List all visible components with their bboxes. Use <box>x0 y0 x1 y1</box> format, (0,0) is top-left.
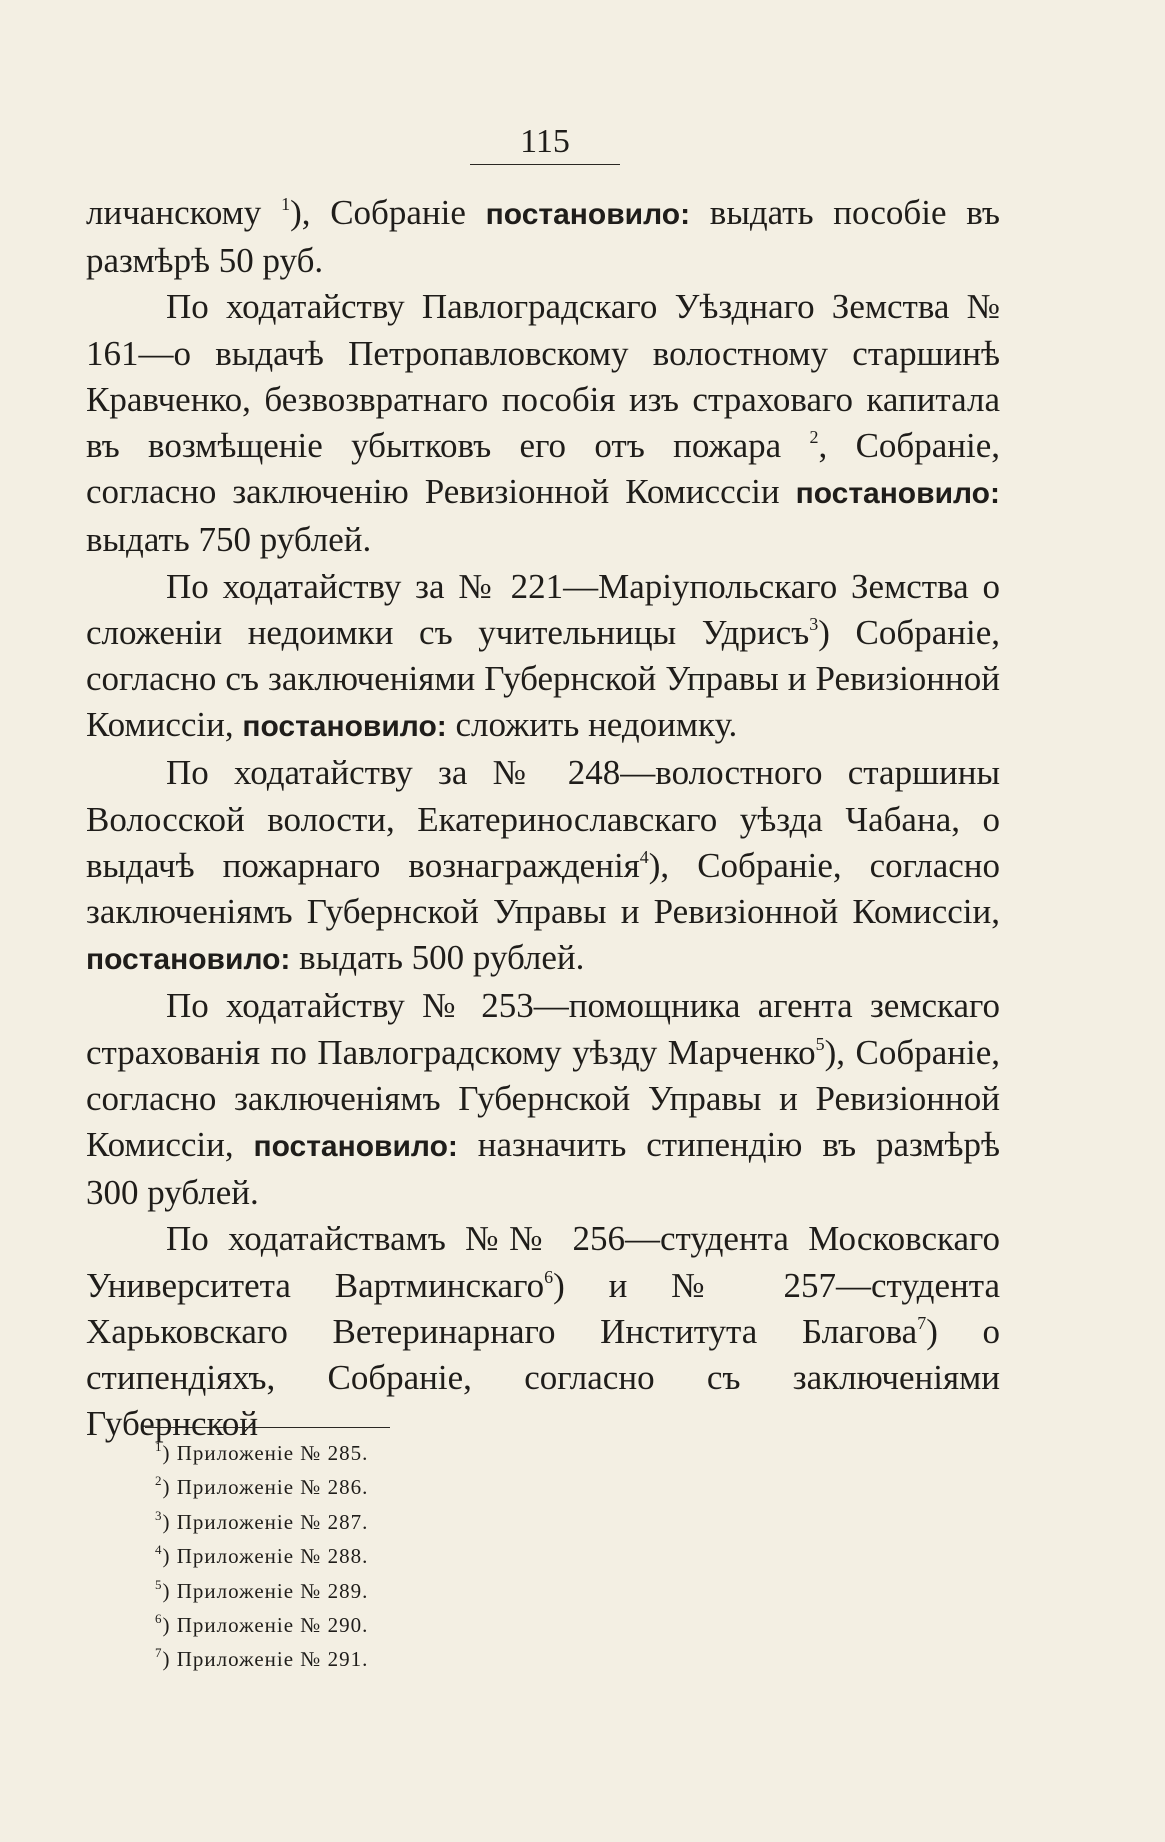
paragraph-text: ), Собраніе <box>290 193 486 232</box>
footnote-item <box>155 1574 755 1608</box>
footnote-mark: 5 <box>155 1576 163 1592</box>
body-text <box>86 190 1000 1447</box>
footnote-item <box>155 1436 755 1470</box>
page-number: 115 <box>520 123 570 160</box>
paragraph-text: сложить недоимку. <box>446 705 738 745</box>
paragraph-text: ) и № 257—студента Харьковскаго Ветеринарнаго Института Благова <box>86 1265 1000 1351</box>
footnote-reference: 7 <box>917 1312 927 1333</box>
footnote-text: ) Приложеніе № 286. <box>162 1475 369 1500</box>
footnote-item <box>155 1505 755 1539</box>
paragraph-text: По ходатайству за № 221—Маріупольскаго Земства о сложеніи недоимки съ учительницы Удрисъ <box>86 566 1000 652</box>
paragraph-text: личанскому <box>86 193 282 232</box>
resolution-keyword: постановило: <box>242 710 447 744</box>
footnote-item <box>155 1642 755 1676</box>
footnote-mark: 1 <box>155 1439 163 1454</box>
paragraph-text: По ходатайству Павлоградскаго Уѣзднаго Земства № 161—о выдачѣ Петропавловскому волостному старшинѣ Кравченко, безвозвратнаго пособія изъ страховаго капитала въ возмѣщеніе убытковъ его отъ пожара <box>86 287 1000 466</box>
resolution-keyword: постановило: <box>485 198 691 231</box>
footnote-reference: 6 <box>544 1266 554 1287</box>
footnote-reference: 1 <box>281 194 291 214</box>
footnote-reference: 4 <box>639 846 649 867</box>
footnote-item <box>155 1539 755 1573</box>
paragraph-text: ), Собраніе, согласно заключеніямъ Губернской Управы и Ревизіонной Комиссіи, <box>86 845 1000 932</box>
paragraph-text: , Собраніе, согласно заключенію Ревизіонной Комисссіи <box>86 426 1000 512</box>
footnote-reference: 5 <box>815 1033 825 1054</box>
footnote-reference: 3 <box>809 613 819 634</box>
paragraph-text: ) о стипендіяхъ, Собраніе, согласно съ заключеніями Губернской <box>86 1311 1001 1444</box>
paragraph-text: ), Собраніе, согласно заключеніямъ Губернской Управы и Ревизіонной Комиссіи, <box>86 1032 1000 1165</box>
footnote-mark: 4 <box>155 1542 163 1558</box>
paragraph-text: По ходатайствамъ №№ 256—студента Московскаго Университета Вартминскаго <box>86 1219 1000 1305</box>
footnote-mark: 2 <box>155 1473 163 1489</box>
footnote-text: ) Приложеніе № 285. <box>162 1441 369 1465</box>
footnote-text: ) Приложеніе № 291. <box>162 1647 369 1672</box>
paragraph <box>86 983 1000 1216</box>
paragraph <box>86 1216 1000 1447</box>
footnote-mark: 7 <box>155 1645 163 1661</box>
footnote-mark: 3 <box>155 1507 163 1523</box>
resolution-keyword: постановило: <box>253 1130 458 1164</box>
footnote-separator <box>145 1427 390 1428</box>
footnotes <box>155 1436 755 1677</box>
footnote-text: ) Приложеніе № 290. <box>162 1613 369 1638</box>
paragraph-text: По ходатайству за № 248—волостного старшины Волосской волости, Екатеринославскаго уѣзда Чабана, о выдачѣ пожарнаго вознагражденія <box>86 753 1000 885</box>
paragraph <box>86 750 1000 983</box>
paragraph-text: выдать 750 рублей. <box>86 520 372 560</box>
paragraph-text: выдать пособіе въ размѣрѣ 50 руб. <box>86 193 1000 281</box>
footnote-text: ) Приложеніе № 287. <box>162 1509 369 1534</box>
paragraph <box>86 190 1000 284</box>
resolution-keyword: постановило: <box>795 477 1000 511</box>
footnote-item <box>155 1470 755 1504</box>
paragraph-text: выдать 500 рублей. <box>290 938 585 978</box>
paragraph-text: ) Собраніе, согласно съ заключеніями Губернской Управы и Ревизіонной Комиссіи, <box>86 612 1000 745</box>
page-number-underline <box>470 164 620 165</box>
footnote-reference: 2 <box>809 427 819 448</box>
footnote-item <box>155 1608 755 1642</box>
resolution-keyword: постановило: <box>86 943 291 977</box>
footnote-text: ) Приложеніе № 289. <box>162 1578 369 1603</box>
paragraph-text: назначить стипендію въ размѣрѣ 300 рублей. <box>86 1125 1000 1213</box>
paragraph <box>86 284 1000 563</box>
footnote-mark: 6 <box>155 1611 163 1627</box>
paragraph <box>86 564 1000 751</box>
paragraph-text: По ходатайству № 253—помощника агента земскаго страхованія по Павлоградскому уѣзду Марченко <box>86 986 1000 1072</box>
footnote-text: ) Приложеніе № 288. <box>162 1544 369 1569</box>
